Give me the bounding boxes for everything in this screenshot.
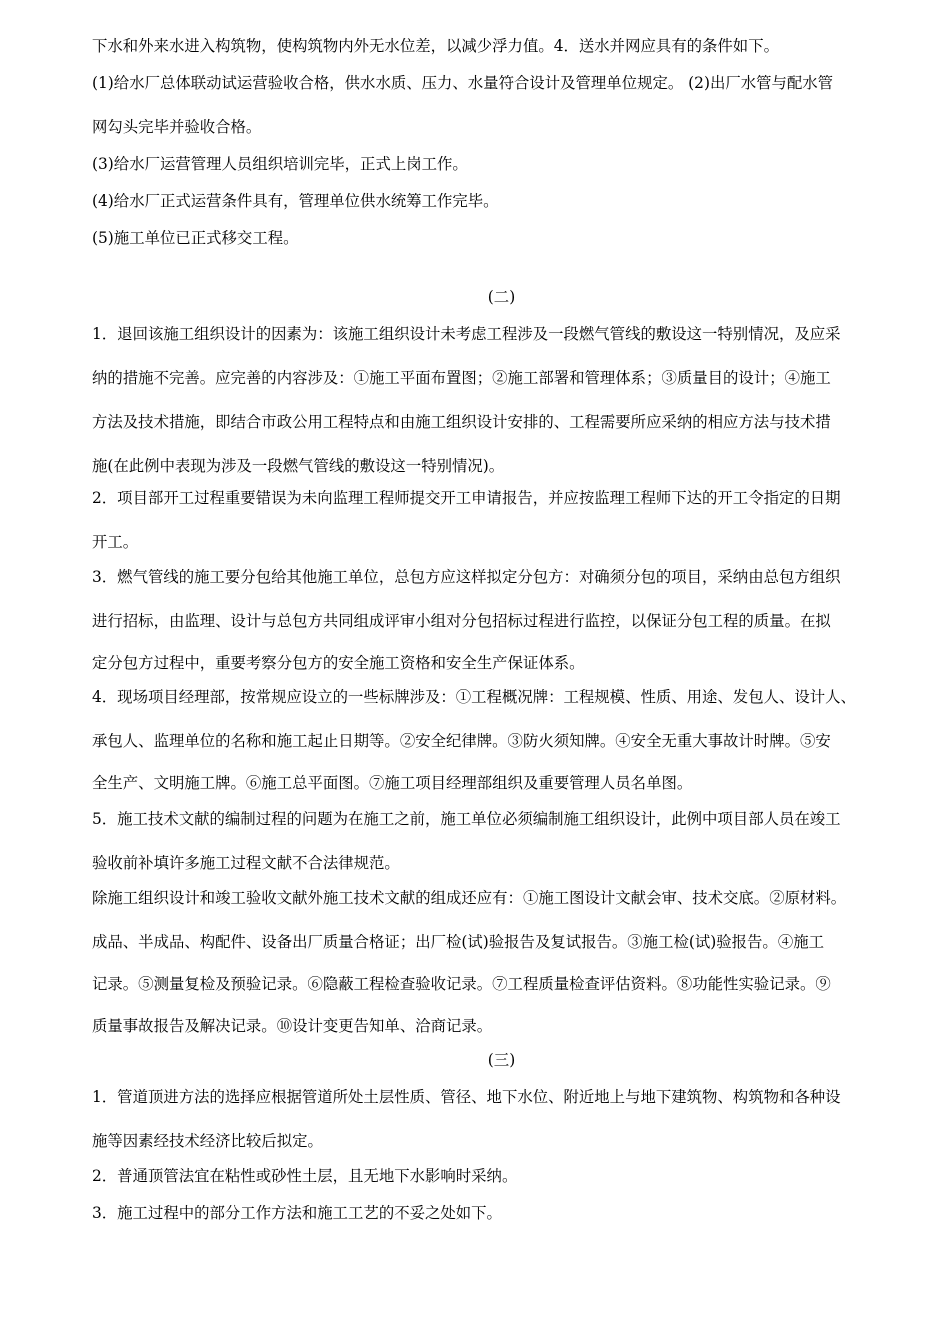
paragraph-line: 下水和外来水进入构筑物，使构筑物内外无水位差，以减少浮力值。4．送水并网应具有的条件如下。 <box>92 37 779 55</box>
paragraph-line: 3．燃气管线的施工要分包给其他施工单位，总包方应这样拟定分包方：对确须分包的项目，采纳由总包方组织 <box>92 568 841 586</box>
paragraph-line: (1)给水厂总体联动试运营验收合格，供水水质、压力、水量符合设计及管理单位规定。 (2)出厂水管与配水管 <box>92 74 834 92</box>
paragraph-line: 承包人、监理单位的名称和施工起止日期等。②安全纪律牌。③防火须知牌。④安全无重大事故计时牌。⑤安 <box>92 732 831 750</box>
paragraph-line: 5．施工技术文献的编制过程的问题为在施工之前，施工单位必须编制施工组织设计，此例中项目部人员在竣工 <box>92 810 841 828</box>
paragraph-line: 网勾头完毕并验收合格。 <box>92 118 262 136</box>
paragraph-line: 纳的措施不完善。应完善的内容涉及：①施工平面布置图；②施工部署和管理体系；③质量目的设计；④施工 <box>92 369 831 387</box>
paragraph-line: 1．管道顶进方法的选择应根据管道所处土层性质、管径、地下水位、附近地上与地下建筑物、构筑物和各种设 <box>92 1088 841 1106</box>
paragraph-line: 成品、半成品、构配件、设备出厂质量合格证；出厂检(试)验报告及复试报告。③施工检(试)验报告。④施工 <box>92 933 824 951</box>
paragraph-line: 施等因素经技术经济比较后拟定。 <box>92 1132 323 1150</box>
paragraph-line: 验收前补填许多施工过程文献不合法律规范。 <box>92 854 400 872</box>
paragraph-line: 3．施工过程中的部分工作方法和施工工艺的不妥之处如下。 <box>92 1204 502 1222</box>
section-heading-3: (三) <box>487 1051 516 1069</box>
paragraph-line: 开工。 <box>92 533 139 551</box>
section-heading-2: (二) <box>487 288 516 306</box>
paragraph-line: 全生产、文明施工牌。⑥施工总平面图。⑦施工项目经理部组织及重要管理人员名单图。 <box>92 774 693 792</box>
paragraph-line: (3)给水厂运营管理人员组织培训完毕，正式上岗工作。 <box>92 155 468 173</box>
paragraph-line: (4)给水厂正式运营条件具有，管理单位供水统筹工作完毕。 <box>92 192 499 210</box>
paragraph-line: 方法及技术措施，即结合市政公用工程特点和由施工组织设计安排的、工程需要所应采纳的相应方法与技术措 <box>92 413 831 431</box>
paragraph-line: 2．项目部开工过程重要错误为未向监理工程师提交开工申请报告，并应按监理工程师下达的开工令指定的日期 <box>92 489 841 507</box>
paragraph-line: 定分包方过程中，重要考察分包方的安全施工资格和安全生产保证体系。 <box>92 654 585 672</box>
paragraph-line: 施(在此例中表现为涉及一段燃气管线的敷设这一特别情况)。 <box>92 457 505 475</box>
paragraph-line: 除施工组织设计和竣工验收文献外施工技术文献的组成还应有：①施工图设计文献会审、技术交底。②原材料。 <box>92 889 847 907</box>
paragraph-line: 1．退回该施工组织设计的因素为：该施工组织设计未考虑工程涉及一段燃气管线的敷设这一特别情况，及应采 <box>92 325 841 343</box>
paragraph-line: 质量事故报告及解决记录。⑩设计变更告知单、洽商记录。 <box>92 1017 493 1035</box>
paragraph-line: 4．现场项目经理部，按常规应设立的一些标牌涉及：①工程概况牌：工程规模、性质、用途、发包人、设计人、 <box>92 688 856 706</box>
paragraph-line: 进行招标，由监理、设计与总包方共同组成评审小组对分包招标过程进行监控，以保证分包工程的质量。在拟 <box>92 612 831 630</box>
paragraph-line: 记录。⑤测量复检及预验记录。⑥隐蔽工程检查验收记录。⑦工程质量检查评估资料。⑧功能性实验记录。⑨ <box>92 975 831 993</box>
paragraph-line: (5)施工单位已正式移交工程。 <box>92 229 299 247</box>
paragraph-line: 2．普通顶管法宜在粘性或砂性土层，且无地下水影响时采纳。 <box>92 1167 518 1185</box>
